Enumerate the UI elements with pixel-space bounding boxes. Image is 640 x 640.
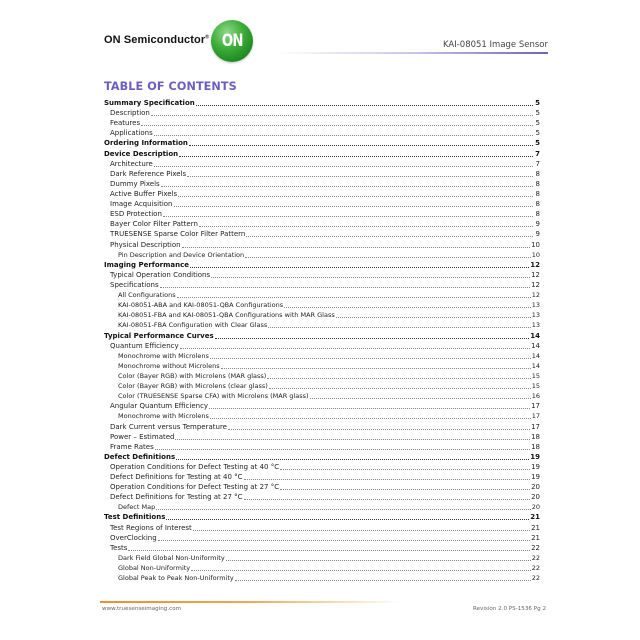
dot-leader — [191, 563, 531, 571]
toc-entry-label: Monochrome without Microlens — [118, 361, 220, 370]
footer-divider — [100, 601, 400, 603]
dot-leader — [193, 523, 530, 531]
toc-entry[interactable] — [104, 280, 540, 290]
toc-entry-label: ESD Protection — [110, 210, 162, 219]
dot-leader — [176, 452, 529, 460]
toc-entry-label: Operation Conditions for Defect Testing at 40 °C — [110, 462, 280, 471]
toc-entry[interactable] — [104, 543, 540, 553]
toc-entry[interactable] — [104, 98, 540, 108]
toc-entry-page: 15 — [531, 371, 540, 380]
dot-leader — [179, 149, 533, 157]
toc-entry-label: TRUESENSE Sparse Color Filter Pattern — [110, 230, 246, 239]
toc-entry-page: 5 — [535, 99, 540, 107]
toc-entry-label: Tests — [110, 543, 128, 552]
toc-entry-page: 19 — [530, 452, 540, 461]
toc-entry[interactable] — [104, 452, 540, 462]
toc-entry-label: Description — [110, 109, 150, 118]
toc-entry[interactable] — [104, 240, 540, 250]
dot-leader — [154, 159, 533, 167]
toc-entry-label: Applications — [110, 129, 153, 138]
toc-entry-page: 16 — [531, 392, 540, 401]
header-divider — [276, 52, 548, 54]
toc-entry-page: 22 — [531, 574, 540, 583]
toc-entry[interactable] — [104, 260, 540, 270]
toc-entry[interactable] — [104, 422, 540, 432]
toc-heading: TABLE OF CONTENTS — [104, 80, 237, 93]
dot-leader — [196, 98, 533, 106]
toc-entry-page: 22 — [531, 564, 540, 573]
toc-entry-label: Typical Performance Curves — [104, 331, 214, 340]
dot-leader — [174, 199, 534, 207]
toc-entry-label: Frame Rates — [110, 442, 154, 451]
toc-entry-label: Power – Estimated — [110, 432, 175, 441]
toc-entry[interactable] — [104, 199, 540, 209]
dot-leader — [284, 300, 531, 308]
toc-entry-page: 13 — [531, 311, 540, 320]
dot-leader — [128, 543, 530, 551]
toc-entry-label: Color (Bayer RGB) with Microlens (clear glass) — [118, 382, 268, 391]
dot-leader — [156, 502, 531, 510]
toc-entry[interactable] — [104, 159, 540, 169]
toc-entry-page: 8 — [535, 200, 540, 209]
dot-leader — [235, 573, 531, 581]
toc-entry-label: Dark Reference Pixels — [110, 169, 187, 178]
toc-entry-label: All Configurations — [118, 291, 176, 300]
toc-entry-page: 20 — [531, 483, 540, 492]
toc-entry[interactable] — [104, 169, 540, 179]
toc-entry-page: 14 — [531, 341, 540, 350]
toc-entry-label: Physical Description — [110, 240, 181, 249]
toc-entry-page: 12 — [531, 291, 540, 300]
toc-entry[interactable] — [104, 482, 540, 492]
toc-entry-label: Defect Map — [118, 503, 156, 512]
toc-entry[interactable] — [104, 502, 540, 512]
toc-entry-page: 10 — [531, 240, 540, 249]
dot-leader — [228, 422, 530, 430]
toc-entry-page: 21 — [531, 523, 540, 532]
dot-leader — [221, 361, 531, 369]
dot-leader — [177, 290, 531, 298]
toc-entry-page: 21 — [530, 513, 540, 522]
toc-entry-page: 19 — [531, 462, 540, 471]
toc-entry[interactable] — [104, 341, 540, 351]
toc-entry-page: 5 — [535, 129, 540, 138]
page-header — [0, 0, 640, 70]
dot-leader — [244, 472, 531, 480]
toc-entry-label: Dark Field Global Non-Uniformity — [118, 553, 225, 562]
toc-entry-label: KAI-08051-FBA Configuration with Clear Glass — [118, 321, 268, 330]
toc-entry[interactable] — [104, 472, 540, 482]
toc-entry-page: 21 — [531, 533, 540, 542]
toc-entry[interactable] — [104, 573, 540, 583]
toc-entry-label: Quantum Efficiency — [110, 341, 179, 350]
toc-entry[interactable] — [104, 523, 540, 533]
toc-entry-label: Image Acquisition — [110, 200, 173, 209]
dot-leader — [280, 462, 530, 470]
dot-leader — [161, 179, 533, 187]
dot-leader — [155, 442, 530, 450]
brand-name — [104, 34, 209, 46]
footer-revision: Revision 2.0 PS-1536 Pg 2 — [472, 606, 546, 612]
toc-entry[interactable] — [104, 250, 540, 260]
toc-entry-label: Color (Bayer RGB) with Microlens (MAR glass) — [118, 371, 267, 380]
toc-entry[interactable] — [104, 128, 540, 138]
dot-leader — [246, 229, 533, 237]
toc-entry-label: Monochrome with Microlens — [118, 351, 209, 360]
toc-entry-page: 5 — [535, 139, 540, 148]
toc-entry-page: 20 — [531, 503, 540, 512]
document-title: KAI-08051 Image Sensor — [442, 40, 548, 50]
dot-leader — [187, 169, 533, 177]
toc-entry-label: Bayer Color Filter Pattern — [110, 220, 198, 229]
logo-text: ON — [221, 31, 243, 51]
toc-entry[interactable] — [104, 391, 540, 401]
toc-entry[interactable] — [104, 351, 540, 361]
toc-entry[interactable] — [104, 371, 540, 381]
toc-entry-page: 9 — [535, 220, 540, 229]
dot-leader — [269, 381, 531, 389]
dot-leader — [190, 260, 529, 268]
footer-website-link[interactable]: www.truesenseimaging.com — [102, 606, 182, 612]
toc-entry-page: 18 — [531, 432, 540, 441]
dot-leader — [226, 553, 531, 561]
toc-entry[interactable] — [104, 361, 540, 371]
toc-entry[interactable] — [104, 563, 540, 573]
toc-entry-label: Global Peak to Peak Non-Uniformity — [118, 574, 234, 583]
toc-entry-page: 17 — [531, 402, 540, 411]
dot-leader — [211, 270, 530, 278]
toc-entry[interactable] — [104, 300, 540, 310]
toc-entry[interactable] — [104, 381, 540, 391]
toc-entry-label: Defect Definitions — [104, 452, 176, 461]
dot-leader — [199, 219, 533, 227]
toc-entry-label: KAI-08051-FBA and KAI-08051-QBA Configurations with MAR Glass — [118, 311, 335, 320]
dot-leader — [178, 189, 533, 197]
toc-entry[interactable] — [104, 290, 540, 300]
dot-leader — [210, 351, 531, 359]
dot-leader — [336, 310, 531, 318]
toc-entry[interactable] — [104, 179, 540, 189]
toc-entry-page: 22 — [531, 553, 540, 562]
toc-entry[interactable] — [104, 331, 540, 341]
toc-entry-label: Summary Specification — [104, 99, 195, 107]
toc-entry-page: 13 — [531, 301, 540, 310]
toc-entry-page: 8 — [535, 169, 540, 178]
dot-leader — [180, 341, 530, 349]
toc-entry-label: Specifications — [110, 280, 159, 289]
dot-leader — [210, 411, 531, 419]
toc-entry-label: Dark Current versus Temperature — [110, 422, 227, 431]
toc-entry-label: Monochrome with Microlens — [118, 412, 209, 421]
dot-leader — [280, 482, 530, 490]
dot-leader — [154, 128, 533, 136]
dot-leader — [175, 432, 530, 440]
toc-entry[interactable] — [104, 462, 540, 472]
toc-entry[interactable] — [104, 553, 540, 563]
toc-entry-page: 13 — [531, 321, 540, 330]
dot-leader — [245, 250, 531, 258]
toc-entry-label: KAI-08051-ABA and KAI-08051-QBA Configurations — [118, 301, 284, 310]
dot-leader — [166, 512, 529, 520]
toc-entry[interactable] — [104, 310, 540, 320]
toc-entry-label: Defect Definitions for Testing at 40 °C — [110, 473, 243, 482]
toc-entry-page: 7 — [535, 149, 540, 158]
toc-entry-page: 7 — [535, 159, 540, 168]
table-of-contents — [104, 98, 540, 583]
toc-entry-label: Defect Definitions for Testing at 27 °C — [110, 493, 243, 502]
toc-entry-page: 12 — [531, 280, 540, 289]
toc-entry-label: Device Description — [104, 149, 179, 158]
toc-entry-page: 20 — [531, 493, 540, 502]
on-logo-icon — [211, 20, 253, 62]
toc-entry-label: Features — [110, 119, 141, 128]
toc-entry[interactable] — [104, 432, 540, 442]
toc-entry-label: Test Definitions — [104, 513, 166, 522]
dot-leader — [151, 108, 533, 116]
toc-entry-page: 14 — [531, 351, 540, 360]
toc-entry-page: 22 — [531, 543, 540, 552]
toc-entry-page: 5 — [535, 119, 540, 128]
toc-entry-label: Active Buffer Pixels — [110, 189, 178, 198]
toc-entry[interactable] — [104, 320, 540, 330]
toc-entry-label: Ordering Information — [104, 139, 188, 148]
dot-leader — [215, 331, 530, 339]
toc-entry[interactable] — [104, 209, 540, 219]
dot-leader — [189, 138, 533, 146]
toc-entry[interactable] — [104, 533, 540, 543]
toc-entry-page: 12 — [530, 260, 540, 269]
toc-entry-page: 14 — [531, 361, 540, 370]
toc-entry-label: Pin Description and Device Orientation — [118, 250, 245, 259]
toc-entry[interactable] — [104, 189, 540, 199]
dot-leader — [244, 492, 531, 500]
dot-leader — [267, 371, 530, 379]
toc-entry-page: 14 — [530, 331, 540, 340]
toc-entry-page: 9 — [535, 230, 540, 239]
toc-entry[interactable] — [104, 512, 540, 522]
toc-entry[interactable] — [104, 229, 540, 239]
toc-entry-page: 15 — [531, 382, 540, 391]
brand-text: ON Semiconductor — [104, 34, 206, 46]
dot-leader — [209, 401, 530, 409]
toc-entry[interactable] — [104, 411, 540, 421]
toc-entry-page: 12 — [531, 270, 540, 279]
toc-entry-label: Global Non-Uniformity — [118, 564, 191, 573]
toc-entry[interactable] — [104, 442, 540, 452]
dot-leader — [163, 209, 533, 217]
toc-entry-label: Imaging Performance — [104, 260, 189, 269]
toc-entry-page: 17 — [531, 422, 540, 431]
toc-entry-label: OverClocking — [110, 533, 157, 542]
toc-entry-page: 17 — [531, 412, 540, 421]
toc-entry-label: Operation Conditions for Defect Testing at 27 °C — [110, 483, 280, 492]
toc-entry-page: 8 — [535, 189, 540, 198]
toc-entry[interactable] — [104, 118, 540, 128]
dot-leader — [182, 240, 531, 248]
toc-entry-label: Color (TRUESENSE Sparse CFA) with Microlens (MAR glass) — [118, 392, 309, 401]
dot-leader — [141, 118, 533, 126]
toc-entry[interactable] — [104, 138, 540, 148]
toc-entry-label: Architecture — [110, 159, 153, 168]
toc-entry-label: Typical Operation Conditions — [110, 270, 211, 279]
toc-entry-label: Test Regions of Interest — [110, 523, 192, 532]
registered-mark: ® — [205, 34, 210, 41]
toc-entry-label: Angular Quantum Efficiency — [110, 402, 209, 411]
toc-entry-label: Dummy Pixels — [110, 179, 160, 188]
toc-entry-page: 8 — [535, 179, 540, 188]
toc-entry[interactable] — [104, 270, 540, 280]
toc-entry-page: 18 — [531, 442, 540, 451]
toc-entry-page: 19 — [531, 473, 540, 482]
dot-leader — [268, 320, 530, 328]
toc-entry[interactable] — [104, 492, 540, 502]
toc-entry[interactable] — [104, 149, 540, 159]
toc-entry-page: 5 — [535, 109, 540, 118]
toc-entry-page: 10 — [531, 250, 540, 259]
dot-leader — [310, 391, 531, 399]
dot-leader — [160, 280, 530, 288]
toc-entry[interactable] — [104, 219, 540, 229]
toc-entry-page: 8 — [535, 210, 540, 219]
toc-entry[interactable] — [104, 401, 540, 411]
dot-leader — [158, 533, 530, 541]
toc-entry[interactable] — [104, 108, 540, 118]
